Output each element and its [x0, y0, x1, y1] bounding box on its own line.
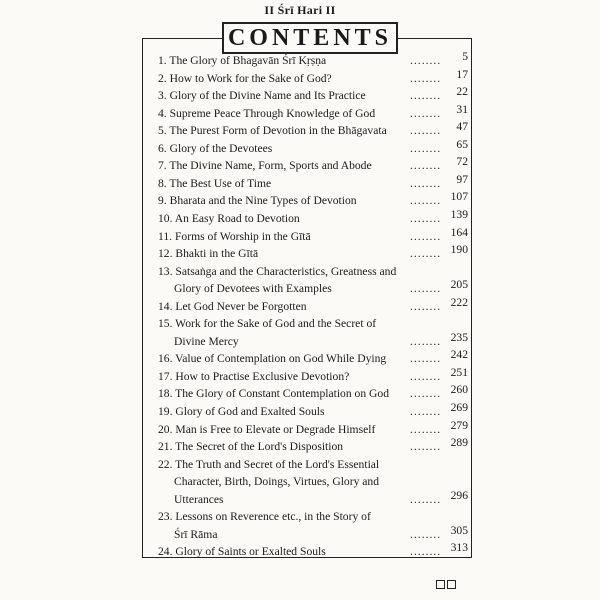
page-number: 205 [450, 278, 468, 292]
page-number: 289 [450, 436, 468, 450]
dot-leader: ........ [410, 194, 442, 208]
invocation-header: II Śrī Hari II [264, 3, 336, 17]
entry-title-line: Śrī Rāma [174, 527, 218, 541]
page-number: 72 [456, 155, 468, 169]
page-number: 260 [450, 383, 468, 397]
contents-entry [158, 315, 468, 350]
page-number: 97 [456, 172, 468, 186]
contents-entry [158, 365, 468, 386]
contents-entry [158, 350, 468, 368]
contents-entry [158, 137, 468, 158]
contents-entry [158, 67, 468, 88]
contents-entry [158, 385, 468, 403]
page-number: 313 [450, 541, 468, 555]
page-number: 235 [450, 330, 468, 344]
square-glyph-icon [436, 580, 445, 589]
contents-entry [158, 456, 468, 509]
dot-leader: ........ [410, 247, 442, 261]
contents-entry [158, 192, 468, 210]
dot-leader: ........ [410, 405, 442, 418]
dot-leader: ........ [410, 282, 442, 296]
contents-entry [158, 225, 468, 246]
dot-leader: ........ [410, 141, 442, 155]
contents-heading: CONTENTS [227, 25, 393, 51]
entry-title-line: 9. Bharata and the Nine Types of Devotion [158, 194, 357, 208]
entry-title-line: Glory of Devotees with Examples [174, 282, 332, 296]
contents-entry [158, 295, 468, 316]
page-number: 164 [450, 225, 468, 239]
contents-entry [158, 245, 468, 263]
dot-leader: ........ [410, 106, 442, 120]
entry-title-line: 6. Glory of the Devotees [158, 141, 273, 155]
dot-leader: ........ [410, 492, 442, 506]
page-number: 279 [450, 418, 468, 432]
dot-leader: ........ [410, 211, 442, 225]
entry-title-line: 20. Man is Free to Elevate or Degrade Himself [158, 422, 376, 436]
entry-title-line: 11. Forms of Worship in the Gītā [158, 229, 311, 243]
dot-leader: ........ [410, 369, 442, 383]
page-number: 107 [450, 190, 468, 204]
contents-entry [158, 52, 468, 70]
entry-title-line: 18. The Glory of Constant Contemplation on God [158, 387, 389, 401]
dot-leader: ........ [410, 124, 442, 138]
page-number: 242 [450, 348, 468, 362]
contents-entry [158, 403, 468, 421]
contents-entry [158, 543, 468, 561]
dot-leader: ........ [410, 54, 442, 67]
dot-leader: ........ [410, 299, 442, 313]
entry-title-line: 2. How to Work for the Sake of God? [158, 71, 332, 85]
entry-title-line: 13. Satsaṅga and the Characteristics, Greatness and [158, 264, 397, 278]
dot-leader: ........ [410, 229, 442, 243]
square-glyph-icon [447, 580, 456, 589]
page-number: 65 [456, 137, 468, 151]
page-number: 47 [456, 120, 468, 134]
dot-leader: ........ [410, 527, 442, 541]
page-number: 269 [450, 401, 468, 414]
contents-entry [158, 207, 468, 228]
contents-entry [158, 508, 468, 543]
contents-entry [158, 102, 468, 123]
page-number: 296 [450, 488, 468, 502]
dot-leader: ........ [410, 71, 442, 85]
dot-leader: ........ [410, 89, 442, 103]
page-number: 251 [450, 365, 468, 379]
contents-entry [158, 418, 468, 439]
page-number: 305 [450, 523, 468, 537]
page-number: 190 [450, 243, 468, 257]
entry-title-line: 15. Work for the Sake of God and the Secret of [158, 317, 377, 331]
contents-entry [158, 172, 468, 193]
contents-entry [158, 263, 468, 298]
page-number: 5 [462, 50, 468, 63]
entry-title-line: 10. An Easy Road to Devotion [158, 211, 300, 225]
contents-entry [158, 438, 468, 456]
entry-title-line: 14. Let God Never be Forgotten [158, 299, 307, 313]
entry-title-line: 16. Value of Contemplation on God While Dying [158, 352, 387, 366]
dot-leader: ........ [410, 422, 442, 436]
entry-title-line: 8. The Best Use of Time [158, 176, 272, 190]
entry-title-line: 24. Glory of Saints or Exalted Souls [158, 545, 326, 559]
dot-leader: ........ [410, 545, 442, 559]
entry-title-line: 17. How to Practise Exclusive Devotion? [158, 369, 350, 383]
entry-title-line: 5. The Purest Form of Devotion in the Bhāgavata [158, 124, 387, 138]
page-number: 17 [456, 67, 468, 81]
entry-title-line: 7. The Divine Name, Form, Sports and Abode [158, 159, 372, 173]
entry-title-line: 19. Glory of God and Exalted Souls [158, 405, 325, 418]
entry-title-line: 3. Glory of the Divine Name and Its Practice [158, 89, 366, 103]
dot-leader: ........ [410, 176, 442, 190]
entry-title-line: Utterances [174, 492, 224, 506]
page-number: 22 [456, 85, 468, 99]
page-number: 31 [456, 102, 468, 116]
contents-entry [158, 157, 468, 175]
entry-title-line: 1. The Glory of Bhagavān Śrī Kṛṣṇa [158, 54, 327, 67]
entry-title-line: 22. The Truth and Secret of the Lord's Essential [158, 457, 380, 471]
entry-title-line: 4. Supreme Peace Through Knowledge of God [158, 106, 376, 120]
dot-leader: ........ [410, 159, 442, 173]
page-marker [436, 580, 456, 589]
dot-leader: ........ [410, 387, 442, 401]
contents-entry [158, 87, 468, 105]
dot-leader: ........ [410, 440, 442, 454]
entry-title-line: Divine Mercy [174, 334, 239, 348]
dot-leader: ........ [410, 352, 442, 366]
entry-title-line: Character, Birth, Doings, Virtues, Glory and [174, 475, 380, 489]
contents-entry [158, 122, 468, 140]
entry-title-line: 23. Lessons on Reverence etc., in the Story of [158, 510, 371, 524]
page-number: 222 [450, 295, 468, 309]
entry-title-line: 21. The Secret of the Lord's Disposition [158, 440, 344, 454]
dot-leader: ........ [410, 334, 442, 348]
page-number: 139 [450, 207, 468, 221]
entry-title-line: 12. Bhakti in the Gītā [158, 247, 259, 261]
